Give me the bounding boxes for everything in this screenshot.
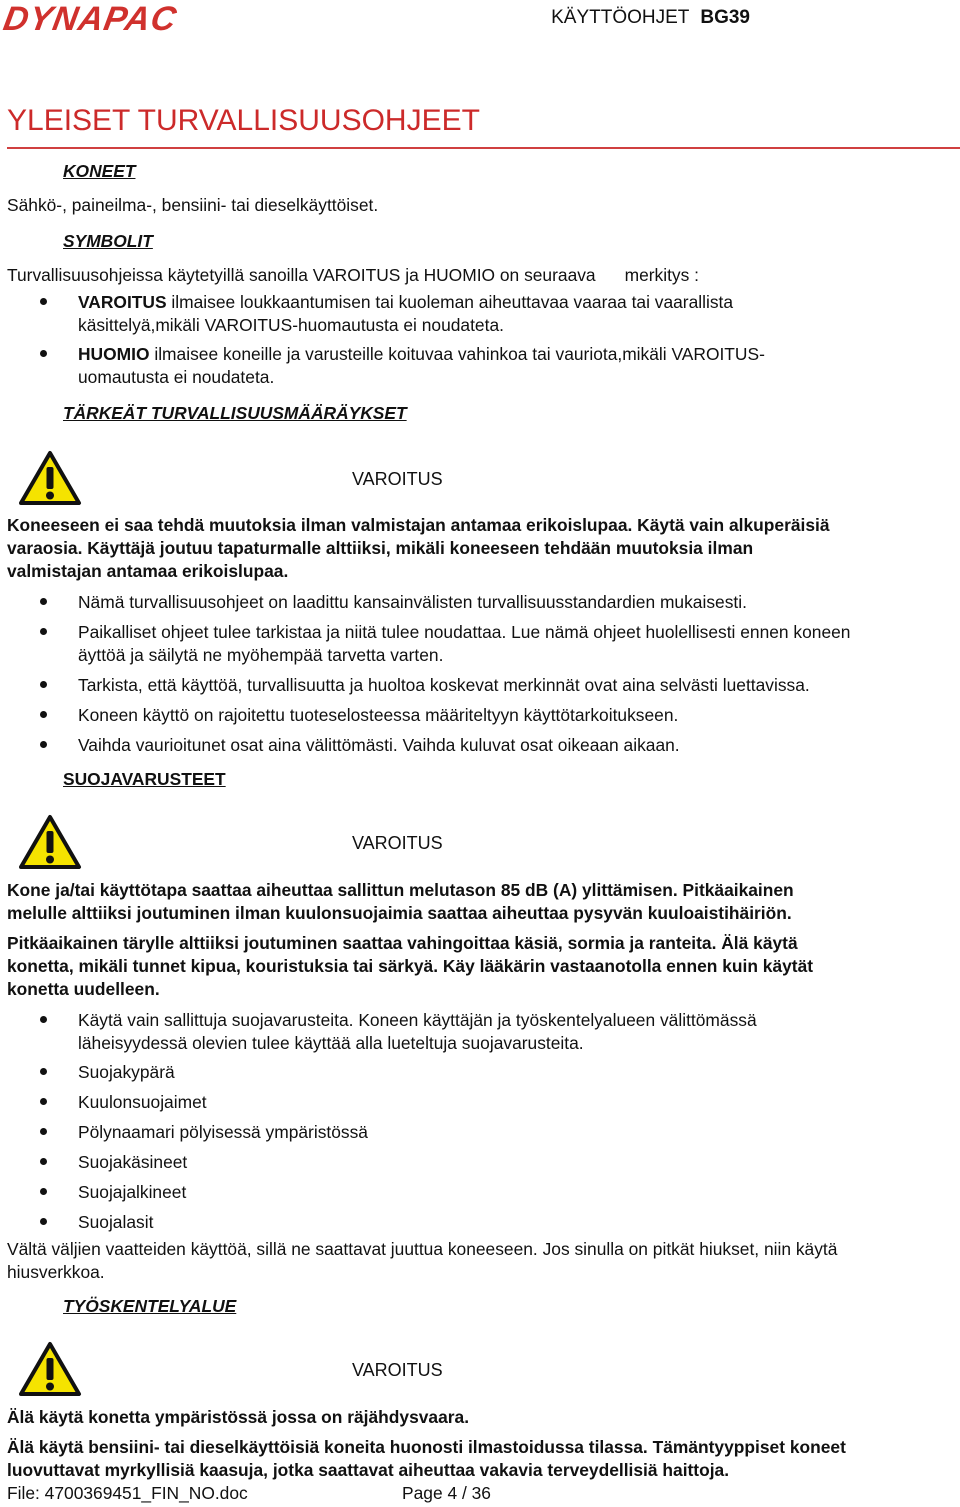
varoitus-definition-line1: ilmaisee loukkaantumisen tai kuoleman aiheuttavaa vaaraa tai vaarallista: [166, 292, 734, 312]
document-title: KÄYTTÖOHJET: [551, 7, 690, 28]
list-item-continuation: läheisyydessä olevien tulee käyttää alla lueteltuja suojavarusteita.: [78, 1033, 584, 1053]
section-heading-suojavarusteet: SUOJAVARUSTEET: [63, 769, 226, 789]
warning-text-line: varaosia. Käyttäjä joutuu tapaturmalle alttiiksi, mikäli koneeseen tehdään muutoksia ilman: [7, 538, 754, 558]
koneet-text: Sähkö-, paineilma-, bensiini- tai dieselkäyttöiset.: [7, 195, 379, 215]
list-item: Paikalliset ohjeet tulee tarkistaa ja niitä tulee noudattaa. Lue nämä ohjeet huolellisesti ennen koneen: [78, 622, 851, 642]
varoitus-definition-line2: käsittelyä,mikäli VAROITUS-huomautusta ei noudateta.: [78, 315, 504, 335]
warning-label: VAROITUS: [352, 469, 443, 489]
bullet-dot: [40, 350, 47, 357]
bullet-dot: [40, 1128, 47, 1135]
bullet-dot: [40, 1218, 47, 1225]
bullet-dot: [40, 298, 47, 305]
bullet-dot: [40, 711, 47, 718]
list-item: Suojakypärä: [78, 1062, 175, 1082]
list-item: Koneen käyttö on rajoitettu tuoteselosteessa määriteltyyn käyttötarkoitukseen.: [78, 705, 679, 725]
warning-triangle-icon: [18, 450, 82, 506]
section-heading-symbolit: SYMBOLIT: [63, 231, 153, 251]
huomio-definition-line1: ilmaisee koneille ja varusteille koituvaa vahinkoa tai vauriota,mikäli VAROITUS-: [149, 344, 765, 364]
bullet-dot: [40, 681, 47, 688]
list-item: Käytä vain sallittuja suojavarusteita. Koneen käyttäjän ja työskentelyalueen välittömässä: [78, 1010, 757, 1030]
bullet-dot: [40, 1068, 47, 1075]
page-title: YLEISET TURVALLISUUSOHJEET: [7, 104, 480, 137]
section-heading-tyoskentelyalue: TYÖSKENTELYALUE: [63, 1296, 237, 1316]
bullet-dot: [40, 1158, 47, 1165]
warning-triangle-icon: [18, 1341, 82, 1397]
list-item-huomio-definition: [78, 343, 765, 366]
warning-text-line: konetta uudelleen.: [7, 979, 160, 999]
list-item: Suojajalkineet: [78, 1182, 187, 1202]
list-item: Suojakäsineet: [78, 1152, 188, 1172]
list-item-varoitus-definition: [78, 291, 733, 314]
warning-text-line: luovuttavat myrkyllisiä kaasuja, jotka saattavat aiheuttaa vakavia terveydellisiä haittoja.: [7, 1460, 730, 1480]
warning-triangle-icon: [18, 814, 82, 870]
document-header: [551, 5, 750, 31]
section-heading-tarkeat: TÄRKEÄT TURVALLISUUSMÄÄRÄYKSET: [63, 403, 407, 423]
warning-text-line: Pitkäaikainen tärylle alttiiksi joutuminen saattaa vahingoittaa käsiä, sormia ja ranteita. Älä käytä: [7, 933, 798, 953]
section-heading-koneet: KONEET: [63, 161, 136, 181]
warning-label: VAROITUS: [352, 833, 443, 853]
list-item: Nämä turvallisuusohjeet on laadittu kansainvälisten turvallisuusstandardien mukaisesti.: [78, 592, 747, 612]
list-item: Tarkista, että käyttöä, turvallisuutta ja huoltoa koskevat merkinnät ovat aina selvästi luettavissa.: [78, 675, 810, 695]
huomio-definition-line2: uomautusta ei noudateta.: [78, 367, 275, 387]
warning-text-line: Koneeseen ei saa tehdä muutoksia ilman valmistajan antamaa erikoislupaa. Käytä vain alkuperäisiä: [7, 515, 830, 535]
bullet-dot: [40, 1016, 47, 1023]
warning-label: VAROITUS: [352, 1360, 443, 1380]
list-item: Pölynaamari pölyisessä ympäristössä: [78, 1122, 368, 1142]
huomio-term: HUOMIO: [78, 344, 150, 364]
warning-text-line: Älä käytä konetta ympäristössä jossa on räjähdysvaara.: [7, 1407, 470, 1427]
list-item: Kuulonsuojaimet: [78, 1092, 207, 1112]
dynapac-logo: DYNAPAC: [0, 0, 180, 38]
warning-text-line: valmistajan antamaa erikoislupaa.: [7, 561, 289, 581]
varoitus-term: VAROITUS: [78, 292, 167, 312]
footer-page-number: Page 4 / 36: [402, 1483, 491, 1503]
bullet-dot: [40, 598, 47, 605]
warning-text-line: Kone ja/tai käyttötapa saattaa aiheuttaa sallittun melutason 85 dB (A) ylittämisen. Pitkäaikainen: [7, 880, 794, 900]
body-text-line: Vältä väljien vaatteiden käyttöä, sillä ne saattavat juuttua koneeseen. Jos sinulla on pitkät hiukset, niin käytä: [7, 1239, 838, 1259]
warning-text-line: konetta, mikäli tunnet kipua, kouristuksia tai särkyä. Käy lääkärin vastaanotolla ennen kuin käytät: [7, 956, 814, 976]
list-item: Vaihda vaurioitunet osat aina välittömästi. Vaihda kuluvat osat oikeaan aikaan.: [78, 735, 680, 755]
symbolit-intro: Turvallisuusohjeissa käytetyillä sanoilla VAROITUS ja HUOMIO on seuraava merkitys :: [7, 265, 699, 285]
bullet-dot: [40, 1188, 47, 1195]
warning-text-line: Älä käytä bensiini- tai dieselkäyttöisiä koneita huonosti ilmastoidussa tilassa. Tämäntyyppiset koneet: [7, 1437, 846, 1457]
title-divider: [7, 147, 960, 149]
bullet-dot: [40, 741, 47, 748]
document-model: BG39: [700, 7, 750, 28]
list-item-continuation: äyttöä ja säilytä ne myöhempää tarvetta varten.: [78, 645, 444, 665]
warning-text-line: melulle alttiiksi joutuminen ilman kuulonsuojaimia saattaa aiheuttaa pysyvän kuuloaistihäiriön.: [7, 903, 792, 923]
bullet-dot: [40, 1098, 47, 1105]
bullet-dot: [40, 628, 47, 635]
footer-file-name: File: 4700369451_FIN_NO.doc: [7, 1483, 248, 1503]
list-item: Suojalasit: [78, 1212, 154, 1232]
body-text-line: hiusverkkoa.: [7, 1262, 105, 1282]
